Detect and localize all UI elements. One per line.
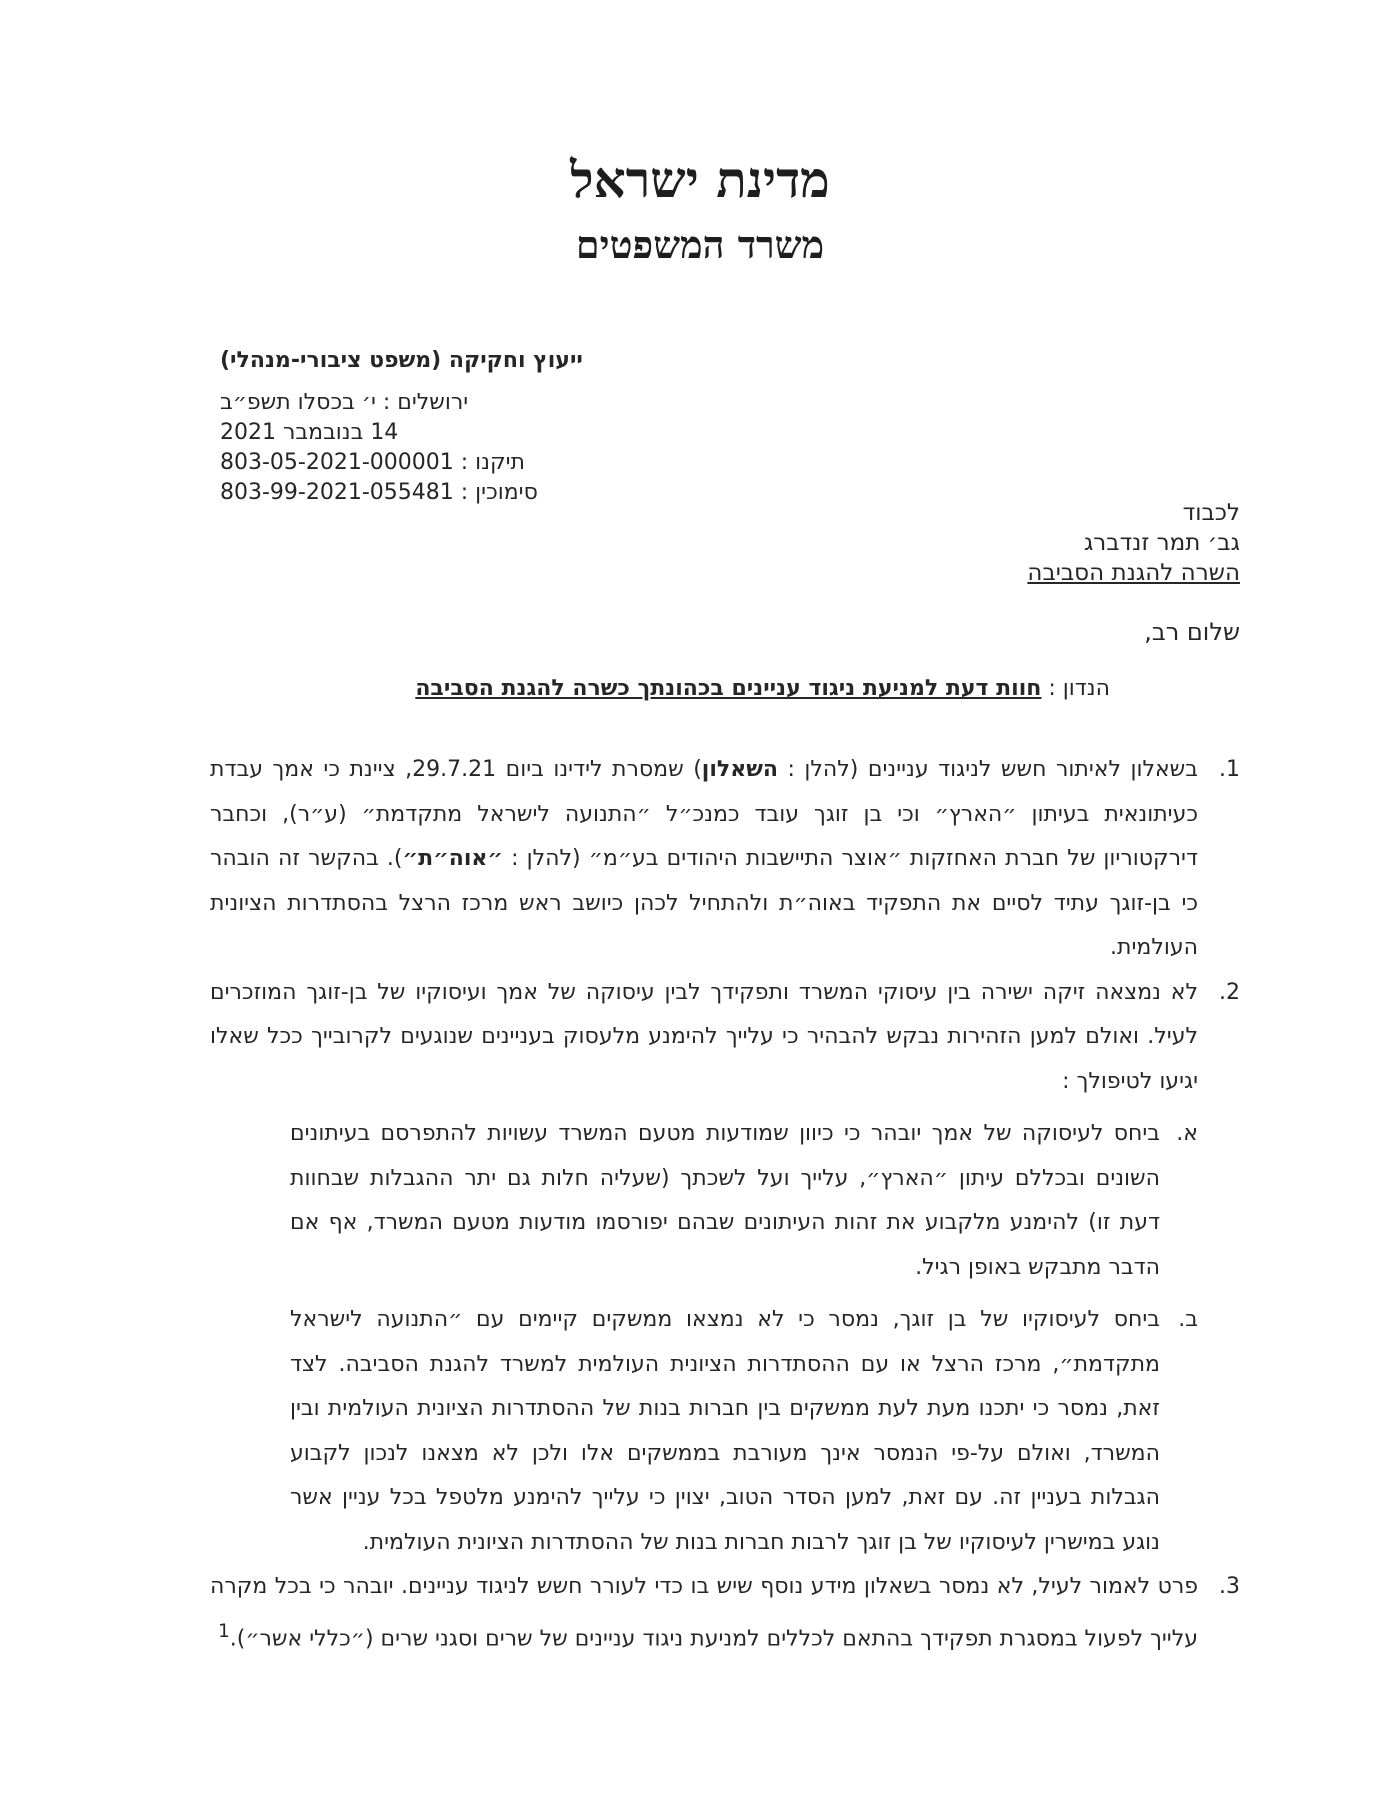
subparagraph-a xyxy=(290,1112,1198,1290)
paragraph-text: פרט לאמור לעיל, לא נמסר בשאלון מידע נוסף שיש בו כדי לעורר חשש לניגוד עניינים. יובהר כי בכל מקרה עלייך לפעול במסגרת תפקידך בהתאם לכללים למניעת ניגוד עניינים של שרים וסגני שרים (״כללי אשר״). xyxy=(210,1574,1198,1651)
paragraph-number: 1. xyxy=(1219,757,1240,782)
paragraph-text: ) שמסרת לידינו ביום 29.7.21, ציינת כי אמך עבדת כעיתונאית בעיתון ״הארץ״ וכי בן זוגך עובד כמנכ״ל ״התנועה לישראל מתקדמת״ (ע״ר), וכחבר דירקטוריון של חברת האחזקות ״אוצר התיישבות היהודים בע״מ״ (להלן : xyxy=(210,757,1198,871)
reference-label: סימוכין : xyxy=(460,480,538,505)
greeting: שלום רב, xyxy=(1144,618,1240,646)
recipient-to: לכבוד xyxy=(1182,500,1240,526)
letter-body xyxy=(210,748,1240,1661)
recipient-title: השרה להגנת הסביבה xyxy=(1027,560,1240,586)
paragraph-number: 3. xyxy=(1219,1574,1240,1599)
our-reference-value: 803-05-2021-000001 xyxy=(220,450,454,475)
subparagraph-letter: ב. xyxy=(1178,1307,1198,1332)
paragraph-number: 2. xyxy=(1219,979,1240,1005)
recipient-block xyxy=(1027,498,1240,588)
letterhead-state: מדינת ישראל xyxy=(570,150,830,209)
footnote-marker[interactable]: 1 xyxy=(218,1620,230,1642)
date-hebrew: ירושלים : י׳ בכסלו תשפ״ב xyxy=(220,390,469,415)
letterhead-ministry: משרד המשפטים xyxy=(575,222,825,267)
subject-line xyxy=(415,676,1110,701)
subparagraph-b xyxy=(290,1298,1198,1565)
subject-label: הנדון : xyxy=(1048,676,1110,701)
paragraph-2 xyxy=(210,971,1240,1105)
paragraph-text: ביחס לעיסוקה של אמך יובהר כי כיוון שמודעות מטעם המשרד עשויות להתפרסם בעיתונים השונים ובכללם עיתון ״הארץ״, עלייך ועל לשכתך (שעליה חלות גם יתר ההגבלות שבחוות דעת זו) להימנע מלקבוע את זהות העיתונים שבהם יפורסמו מודעות מטעם המשרד, אף אם הדבר מתבקש באופן רגיל. xyxy=(290,1121,1160,1280)
department: ייעוץ וחקיקה (משפט ציבורי-מנהלי) xyxy=(220,348,583,373)
defined-term: השאלון xyxy=(701,757,779,782)
recipient-name: גב׳ תמר זנדברג xyxy=(1083,530,1240,556)
reference-value: 803-99-2021-055481 xyxy=(220,480,454,505)
paragraph-text: ביחס לעיסוקיו של בן זוגך, נמסר כי לא נמצאו ממשקים קיימים עם ״התנועה לישראל מתקדמת״, מרכז הרצל או עם ההסתדרות הציונית העולמית למשרד להגנת הסביבה. לצד זאת, נמסר כי יתכנו מעת לעת ממשקים בין חברות בנות של ההסתדרות הציונית העולמית ובין המשרד, ואולם על-פי הנמסר אינך מעורבת בממשקים אלו ולכן לא מצאנו לנכון לקבוע הגבלות בעניין זה. עם זאת, למען הסדר הטוב, יצוין כי עלייך להימנע מלטפל בכל עניין אשר נוגע במישרין לעיסוקיו של בן זוגך לרבות חברות בנות של ההסתדרות הציונית העולמית. xyxy=(290,1307,1160,1555)
reference xyxy=(220,478,583,508)
letter-meta xyxy=(220,346,583,508)
paragraph-text: ). בהקשר זה הובהר כי בן-זוגך עתיד לסיים את התפקיד באוה״ת ולהתחיל לכהן כיושב ראש מרכז הרצל בהסתדרות הציונית העולמית. xyxy=(210,846,1198,960)
paragraph-1 xyxy=(210,748,1240,971)
date-gregorian: 14 בנובמבר 2021 xyxy=(220,420,399,445)
paragraph-text: לא נמצאה זיקה ישירה בין עיסוקי המשרד ותפקידך לבין עיסוקה של אמך ועיסוקיו של בן-זוגך המוזכרים לעיל. ואולם למען הזהירות נבקש להבהיר כי עלייך להימנע מלעסוק בעניינים שנוגעים לקרובייך ככל שאלו יגיעו לטיפולך : xyxy=(210,979,1198,1094)
defined-term: ״אוה״ת״ xyxy=(402,846,504,871)
subject-text: חוות דעת למניעת ניגוד עניינים בכהונתך כשרה להגנת הסביבה xyxy=(415,676,1042,701)
paragraph-text: בשאלון לאיתור חשש לניגוד עניינים (להלן : xyxy=(787,757,1198,782)
our-reference-label: תיקנו : xyxy=(460,450,525,475)
paragraph-3 xyxy=(210,1565,1240,1661)
our-reference xyxy=(220,448,583,478)
subparagraph-letter: א. xyxy=(1176,1121,1198,1146)
